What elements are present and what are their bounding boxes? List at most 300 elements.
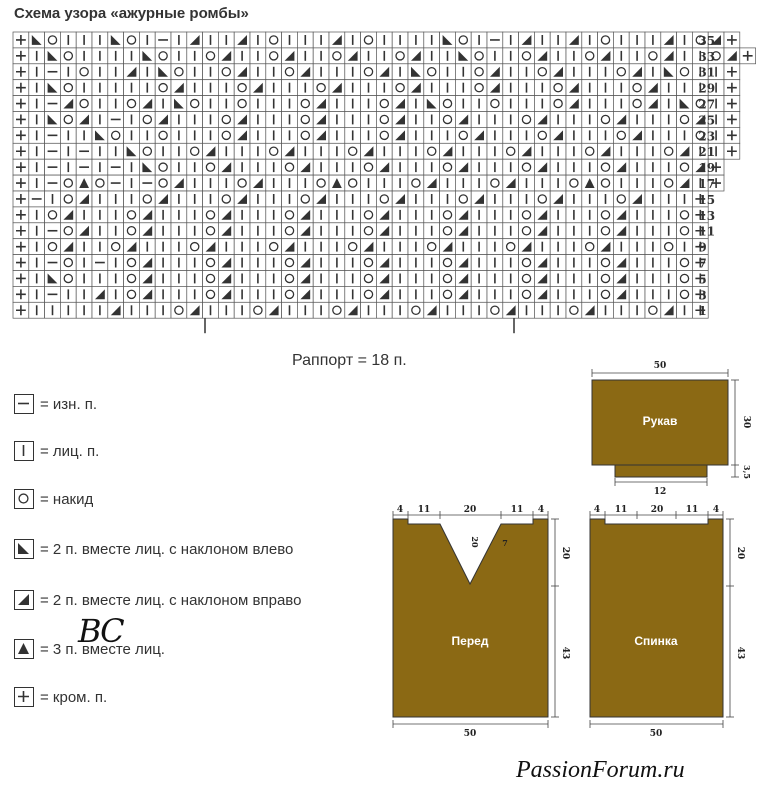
grid-cell	[329, 48, 345, 64]
knit-icon	[14, 441, 34, 461]
grid-cell	[598, 159, 614, 175]
grid-cell	[297, 286, 313, 302]
edge-icon	[14, 687, 34, 707]
row-number: 33	[698, 49, 716, 64]
grid-cell	[440, 112, 456, 128]
grid-cell	[139, 191, 155, 207]
grid-cell	[250, 302, 266, 318]
k2tog-right-icon	[14, 590, 34, 610]
grid-cell	[629, 64, 645, 80]
grid-cell	[60, 80, 76, 96]
grid-cell	[519, 112, 535, 128]
grid-cell	[503, 239, 519, 255]
grid-cell	[297, 159, 313, 175]
sleeve-label: Рукав	[642, 414, 678, 428]
yarn-over-glyph	[19, 494, 28, 503]
grid-cell	[598, 271, 614, 287]
grid-cell	[282, 286, 298, 302]
grid-cell	[124, 239, 140, 255]
dimension-label: 12	[653, 487, 667, 497]
grid-cell	[139, 255, 155, 271]
grid-cell	[408, 175, 424, 191]
k2tog-left-glyph	[18, 543, 29, 554]
grid-cell	[598, 175, 614, 191]
grid-cell	[613, 64, 629, 80]
dimension-label: 50	[649, 729, 663, 739]
grid-cell	[361, 255, 377, 271]
grid-cell	[139, 96, 155, 112]
grid-cell	[519, 239, 535, 255]
grid-cell	[345, 143, 361, 159]
grid-cell	[282, 223, 298, 239]
grid-cell	[677, 255, 693, 271]
grid-cell	[661, 32, 677, 48]
grid-cell	[455, 127, 471, 143]
legend-item-knit	[14, 438, 99, 464]
grid-cell	[361, 223, 377, 239]
grid-cell	[171, 175, 187, 191]
purl-icon	[14, 394, 34, 414]
grid-cell	[218, 64, 234, 80]
grid-cell	[203, 271, 219, 287]
grid-cell	[519, 223, 535, 239]
grid-cell	[677, 223, 693, 239]
grid-cell	[218, 112, 234, 128]
grid-cell	[155, 127, 171, 143]
row-number: 15	[698, 192, 716, 207]
grid-cell	[519, 286, 535, 302]
row-number: 11	[698, 224, 716, 239]
grid-cell	[45, 32, 61, 48]
grid-cell	[187, 96, 203, 112]
grid-cell	[471, 80, 487, 96]
row-number: 13	[698, 208, 716, 223]
grid-cell	[550, 191, 566, 207]
k3tog-glyph	[18, 643, 29, 654]
grid-cell	[139, 223, 155, 239]
grid-cell	[424, 64, 440, 80]
row-number: 9	[698, 240, 707, 255]
row-number: 19	[698, 161, 716, 176]
legend-label: = 2 п. вместе лиц. с наклоном влево	[40, 540, 294, 558]
row-number: 3	[698, 288, 707, 303]
dimension-label: 20	[560, 546, 570, 560]
grid-cell	[361, 286, 377, 302]
grid-cell	[187, 239, 203, 255]
grid-cell	[171, 80, 187, 96]
dimension-label: 43	[735, 646, 745, 660]
legend-label: = 3 п. вместе лиц.	[40, 640, 165, 658]
grid-cell	[171, 64, 187, 80]
grid-cell	[440, 207, 456, 223]
grid-cell	[455, 191, 471, 207]
grid-cell	[361, 271, 377, 287]
grid-cell	[582, 143, 598, 159]
grid-cell	[440, 96, 456, 112]
grid-cell	[661, 143, 677, 159]
signature: BC	[78, 612, 123, 650]
rapport-label: Раппорт = 18 п.	[292, 352, 407, 369]
grid-cell	[345, 239, 361, 255]
grid-cell	[661, 48, 677, 64]
grid-cell	[203, 48, 219, 64]
grid-cell	[455, 159, 471, 175]
grid-cell	[376, 96, 392, 112]
row-number: 27	[698, 97, 716, 112]
legend-item-k2tog-left	[14, 536, 293, 562]
grid-cell	[218, 48, 234, 64]
grid-cell	[345, 302, 361, 318]
grid-cell	[677, 64, 693, 80]
grid-cell	[440, 286, 456, 302]
legend-item-yarn-over	[14, 486, 93, 512]
dimension-label: 50	[463, 729, 477, 739]
grid-cell	[455, 207, 471, 223]
grid-cell	[203, 239, 219, 255]
grid-cell	[550, 64, 566, 80]
k2tog-left-icon	[14, 539, 34, 559]
grid-cell	[534, 191, 550, 207]
grid-cell	[218, 255, 234, 271]
grid-cell	[282, 159, 298, 175]
grid-cell	[629, 191, 645, 207]
dimension-label: 11	[417, 505, 431, 515]
k3tog-icon	[14, 639, 34, 659]
grid-cell	[266, 302, 282, 318]
grid-cell	[598, 112, 614, 128]
grid-cell	[376, 191, 392, 207]
grid-cell	[92, 175, 108, 191]
grid-cell	[139, 286, 155, 302]
grid-cell	[155, 159, 171, 175]
dimension-label: 4	[396, 505, 404, 515]
yarn-over-icon	[14, 489, 34, 509]
grid-cell	[187, 143, 203, 159]
grid-cell	[45, 239, 61, 255]
grid-cell	[60, 271, 76, 287]
grid-cell	[645, 302, 661, 318]
dimension-label: 43	[560, 646, 570, 660]
legend-item-purl	[14, 391, 97, 417]
grid-cell	[519, 159, 535, 175]
dimension-label: 20	[463, 505, 477, 515]
row-number: 1	[698, 304, 707, 319]
grid-cell	[361, 32, 377, 48]
grid-cell	[613, 191, 629, 207]
legend-label: = изн. п.	[40, 395, 98, 413]
dimension-label: 4	[537, 505, 545, 515]
grid-cell	[598, 223, 614, 239]
grid-cell	[550, 127, 566, 143]
grid-cell	[455, 32, 471, 48]
grid-cell	[392, 48, 408, 64]
dimension-label: 20	[470, 536, 480, 548]
grid-cell	[361, 159, 377, 175]
grid-cell	[234, 96, 250, 112]
row-number: 23	[698, 129, 716, 144]
grid-cell	[297, 127, 313, 143]
grid-cell	[424, 175, 440, 191]
grid-cell	[282, 64, 298, 80]
grid-cell	[155, 48, 171, 64]
grid-cell	[598, 32, 614, 48]
dimension-label: 30	[741, 415, 751, 429]
grid-cell	[124, 143, 140, 159]
grid-cell	[297, 223, 313, 239]
grid-cell	[297, 112, 313, 128]
grid-cell	[218, 223, 234, 239]
row-number: 17	[698, 177, 716, 191]
grid-cell	[124, 32, 140, 48]
grid-cell	[266, 32, 282, 48]
grid-cell	[139, 112, 155, 128]
grid-cell	[376, 207, 392, 223]
grid-cell	[329, 302, 345, 318]
dimension-label: 20	[735, 546, 745, 560]
grid-cell	[297, 64, 313, 80]
grid-cell	[424, 302, 440, 318]
grid-cell	[76, 112, 92, 128]
grid-cell	[108, 32, 124, 48]
grid-cell	[455, 286, 471, 302]
edge-glyph	[18, 691, 29, 702]
grid-cell	[60, 191, 76, 207]
grid-cell	[645, 48, 661, 64]
grid-cell	[76, 64, 92, 80]
chart-title: Схема узора «ажурные ромбы»	[14, 5, 249, 22]
grid-cell	[629, 96, 645, 112]
grid-cell	[203, 207, 219, 223]
grid-cell	[60, 255, 76, 271]
grid-cell	[550, 96, 566, 112]
grid-cell	[124, 96, 140, 112]
grid-cell	[218, 127, 234, 143]
grid-cell	[376, 159, 392, 175]
grid-cell	[203, 286, 219, 302]
grid-cell	[471, 64, 487, 80]
dimension-label: 50	[653, 361, 667, 371]
dimension-label: 20	[650, 505, 664, 515]
grid-cell	[92, 286, 108, 302]
grid-cell	[60, 175, 76, 191]
grid-cell	[582, 239, 598, 255]
dimension-label: 11	[685, 505, 699, 515]
grid-cell	[297, 207, 313, 223]
grid-cell	[45, 112, 61, 128]
grid-cell	[376, 286, 392, 302]
grid-cell	[234, 80, 250, 96]
grid-cell	[203, 159, 219, 175]
sleeve-cuff	[615, 465, 707, 477]
row-number: 7	[698, 256, 707, 271]
grid-cell	[139, 207, 155, 223]
watermark: PassionForum.ru	[516, 757, 685, 783]
grid-cell	[455, 112, 471, 128]
grid-cell	[519, 255, 535, 271]
grid-cell	[171, 302, 187, 318]
grid-cell	[345, 48, 361, 64]
knitting-grid	[13, 32, 756, 318]
dimension-label: 11	[614, 505, 628, 515]
grid-cell	[45, 80, 61, 96]
grid-cell	[677, 207, 693, 223]
grid-cell	[566, 175, 582, 191]
grid-cell	[234, 175, 250, 191]
front-label: Перед	[451, 634, 489, 648]
grid-cell	[629, 127, 645, 143]
grid-cell	[203, 255, 219, 271]
legend-label: = накид	[40, 490, 94, 508]
front-piece	[393, 519, 548, 717]
grid-cell	[297, 191, 313, 207]
grid-cell	[297, 96, 313, 112]
k2tog-right-glyph	[18, 594, 29, 605]
grid-cell	[677, 112, 693, 128]
grid-cell	[361, 239, 377, 255]
grid-cell	[392, 112, 408, 128]
legend-label: = лиц. п.	[40, 442, 100, 460]
dimension-label: 3,5	[742, 465, 752, 479]
grid-cell	[455, 223, 471, 239]
grid-cell	[124, 286, 140, 302]
grid-cell	[440, 239, 456, 255]
grid-cell	[440, 159, 456, 175]
grid-cell	[313, 112, 329, 128]
grid-cell	[218, 191, 234, 207]
grid-cell	[313, 80, 329, 96]
grid-cell	[282, 271, 298, 287]
grid-cell	[534, 64, 550, 80]
grid-cell	[487, 175, 503, 191]
grid-cell	[282, 239, 298, 255]
grid-cell	[677, 159, 693, 175]
grid-cell	[329, 80, 345, 96]
grid-cell	[60, 112, 76, 128]
grid-cell	[519, 48, 535, 64]
grid-cell	[613, 127, 629, 143]
grid-cell	[361, 207, 377, 223]
grid-cell	[661, 239, 677, 255]
row-number: 35	[698, 33, 716, 48]
dimension-label: 4	[593, 505, 601, 515]
dimension-label: 4	[712, 505, 720, 515]
grid-cell	[392, 80, 408, 96]
grid-cell	[424, 239, 440, 255]
legend-label: = 2 п. вместе лиц. с наклоном вправо	[40, 591, 302, 609]
grid-cell	[487, 302, 503, 318]
row-number: 31	[698, 65, 716, 80]
grid-cell	[598, 286, 614, 302]
row-number: 5	[698, 272, 707, 287]
grid-cell	[455, 255, 471, 271]
grid-cell	[313, 175, 329, 191]
grid-cell	[677, 271, 693, 287]
grid-cell	[60, 223, 76, 239]
grid-cell	[266, 48, 282, 64]
grid-cell	[408, 302, 424, 318]
grid-cell	[60, 207, 76, 223]
grid-cell	[203, 223, 219, 239]
grid-cell	[139, 143, 155, 159]
grid-cell	[424, 143, 440, 159]
grid-cell	[60, 48, 76, 64]
grid-cell	[108, 127, 124, 143]
grid-cell	[598, 239, 614, 255]
row-number: 29	[698, 81, 716, 96]
grid-cell	[124, 223, 140, 239]
legend-item-edge	[14, 684, 107, 710]
grid-cell	[376, 112, 392, 128]
grid-cell	[440, 271, 456, 287]
grid-cell	[487, 80, 503, 96]
grid-cell	[487, 96, 503, 112]
row-number: 21	[698, 145, 716, 160]
grid-cell	[376, 255, 392, 271]
grid-cell	[345, 175, 361, 191]
grid-cell	[408, 80, 424, 96]
back-piece	[590, 519, 723, 717]
grid-cell	[582, 302, 598, 318]
grid-cell	[550, 80, 566, 96]
grid-cell	[519, 207, 535, 223]
grid-cell	[218, 159, 234, 175]
legend-label: = кром. п.	[40, 688, 108, 706]
grid-cell	[155, 64, 171, 80]
grid-cell	[124, 271, 140, 287]
grid-cell	[155, 80, 171, 96]
grid-cell	[598, 255, 614, 271]
grid-cell	[218, 286, 234, 302]
row-number: 25	[698, 113, 716, 128]
grid-cell	[266, 143, 282, 159]
grid-cell	[677, 286, 693, 302]
grid-cell	[108, 239, 124, 255]
grid-cell	[598, 207, 614, 223]
grid-cell	[566, 302, 582, 318]
grid-cell	[76, 96, 92, 112]
grid-cell	[503, 143, 519, 159]
grid-cell	[629, 80, 645, 96]
dimension-label: 7	[502, 538, 508, 548]
grid-cell	[376, 64, 392, 80]
grid-cell	[661, 175, 677, 191]
grid-cell	[266, 239, 282, 255]
legend-item-k2tog-right	[14, 587, 301, 613]
grid-cell	[282, 207, 298, 223]
grid-cell	[534, 127, 550, 143]
grid-cell	[124, 255, 140, 271]
grid-cell	[60, 239, 76, 255]
grid-cell	[582, 48, 598, 64]
dimension-label: 11	[510, 505, 524, 515]
grid-cell	[361, 64, 377, 80]
grid-cell	[297, 255, 313, 271]
grid-cell	[471, 48, 487, 64]
back-label: Спинка	[634, 634, 678, 648]
grid-cell	[440, 255, 456, 271]
grid-cell	[440, 223, 456, 239]
grid-cell	[376, 127, 392, 143]
grid-cell	[661, 302, 677, 318]
grid-cell	[45, 207, 61, 223]
grid-cell	[519, 271, 535, 287]
grid-cell	[250, 80, 266, 96]
grid-cell	[282, 255, 298, 271]
grid-cell	[124, 207, 140, 223]
grid-cell	[155, 175, 171, 191]
grid-cell	[218, 207, 234, 223]
grid-cell	[376, 223, 392, 239]
